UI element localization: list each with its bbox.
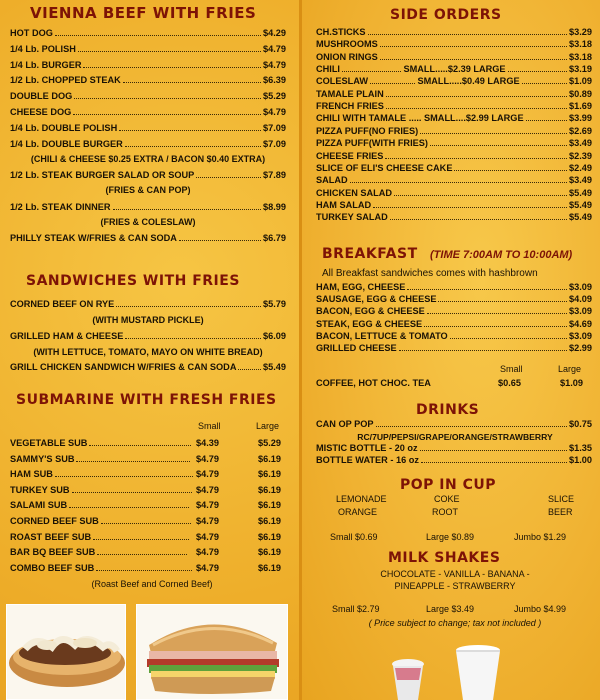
item-large-price: $6.19 [258,500,281,511]
item-name: 1/2 Lb. STEAK BURGER SALAD OR SOUP [10,170,195,180]
sandwiches-title: SANDWICHES WITH FRIES [26,273,240,289]
item-size-price: SMALL.....$0.49 LARGE [417,76,520,87]
shake-jumbo-price: Jumbo $4.99 [514,604,567,614]
item-price: $4.79 [263,43,286,54]
item-large-price: $6.19 [258,531,281,542]
breakfast-small-header: Small [500,364,523,374]
item-name: ROAST BEEF SUB [10,531,92,542]
breakfast-item [316,318,592,330]
item-price: $3.49 [569,138,592,149]
sub-item [10,437,286,449]
side-item [316,211,592,223]
steak-dinner-note: (FRIES & COLESLAW) [100,217,196,227]
breakfast-subtitle: All Breakfast sandwiches comes with hashbrown [322,268,538,279]
item-name: FRENCH FRIES [316,101,384,112]
item-small-price: $4.79 [196,500,219,511]
side-orders-title: SIDE ORDERS [390,7,502,23]
item-price: $3.18 [569,51,592,62]
item-name: GRILLED HAM & CHEESE [10,331,124,341]
item-name: 1/2 Lb. STEAK DINNER [10,202,111,212]
grilled-ham-note: (WITH LETTUCE, TOMATO, MAYO ON WHITE BREAD) [33,347,263,357]
item-price: $2.39 [569,150,592,161]
item-name: 1/4 Lb. DOUBLE POLISH [10,122,118,133]
item-name: SAUSAGE, EGG & CHEESE [316,294,437,305]
item-price: $6.39 [263,75,286,86]
item-small-price: $4.79 [196,547,219,558]
menu-item [10,90,286,102]
item-name: COMBO BEEF SUB [10,562,95,573]
shake-small-price: Small $2.79 [332,604,380,614]
item-large-price: $6.19 [258,547,281,558]
item-name: DOUBLE DOG [10,91,73,102]
side-item [316,38,592,50]
pop-jumbo-price: Jumbo $1.29 [514,532,567,542]
item-name: SALAD [316,175,348,186]
item-large-price: $6.19 [258,469,281,480]
item-small-price: $4.79 [196,531,219,542]
side-item [316,162,592,174]
item-price: $7.89 [263,170,286,180]
item-price: $3.29 [569,27,592,37]
item-price: $4.29 [263,28,286,38]
sub-item [10,499,286,511]
side-item [316,150,592,162]
item-price: $3.99 [569,113,592,124]
item-name: CHEESE DOG [10,107,72,117]
pop-flavor-orange: ORANGE [338,507,378,517]
item-price: $7.09 [263,122,286,133]
item-price: $5.49 [263,362,286,372]
side-item [316,88,592,100]
item-name: VEGETABLE SUB [10,438,88,448]
item-name: 1/4 Lb. DOUBLE BURGER [10,138,123,149]
breakfast-item [316,293,592,305]
foam-cup-icon [452,644,504,700]
item-name: GRILLED CHEESE [316,343,397,353]
item-price: $2.69 [569,125,592,136]
menu-item [10,106,286,118]
pop-flavor-coke: COKE [434,494,460,504]
sub-item [10,453,286,465]
item-price: $2.49 [569,162,592,173]
hotdog-photo [6,604,126,700]
subs-note: (Roast Beef and Corned Beef) [91,579,213,589]
item-name: COLESLAW [316,76,369,87]
breakfast-large-header: Large [558,364,582,374]
right-column [302,0,600,700]
item-price: $8.99 [263,202,286,212]
item-price: $3.18 [569,39,592,50]
item-price: $3.09 [569,282,592,292]
item-name: PHILLY STEAK W/FRIES & CAN SODA [10,233,177,243]
pop-flavor-lemonade: LEMONADE [336,494,387,504]
sub-sandwich-image [137,605,287,699]
drinks-flavors: RC/7UP/PEPSI/GRAPE/ORANGE/STRAWBERRY [357,432,553,442]
item-price: $5.49 [569,212,592,223]
side-item [316,125,592,137]
breakfast-title: BREAKFAST [322,246,418,262]
side-item [316,63,592,75]
item-name: SALAMI SUB [10,500,68,511]
breakfast-time: (TIME 7:00AM TO 10:00AM) [430,249,573,261]
item-name: 1/4 Lb. POLISH [10,43,76,54]
subs-small-header: Small [198,421,221,431]
item-price: $4.09 [569,294,592,305]
side-item [316,187,592,199]
item-price: $6.79 [263,233,286,243]
item-size-price: SMALL.....$2.39 LARGE [403,64,506,75]
item-name: SLICE OF ELI'S CHEESE CAKE [316,162,453,173]
item-large-price: $6.19 [258,562,281,573]
sub-item [10,484,286,496]
menu-item [10,122,286,134]
menu-item [10,232,286,244]
breakfast-item [316,281,592,293]
item-name: CHEESE FRIES [316,150,384,161]
item-price: $5.79 [263,299,286,309]
menu-item [10,74,286,86]
breakfast-item [316,305,592,317]
sub-item [10,515,286,527]
menu-item [10,59,286,71]
item-name: ONION RINGS [316,51,378,62]
vienna-title: VIENNA BEEF WITH FRIES [30,4,257,22]
item-price: $5.29 [263,91,286,102]
menu-item [10,361,286,373]
side-item [316,112,592,124]
shake-cup-icon [388,658,428,700]
item-name: HOT DOG [10,28,53,38]
pop-flavor-beer: BEER [548,507,573,517]
water-row: BOTTLE WATER - 16 oz $1.00 [316,455,592,465]
subs-title: SUBMARINE WITH FRESH FRIES [16,392,277,408]
sub-item [10,531,286,543]
coffee-row: COFFEE, HOT CHOC. TEA $0.65 $1.09 [316,378,583,388]
sub-item [10,468,286,480]
item-price: $7.09 [263,138,286,149]
sub-item [10,562,286,574]
menu-item [10,138,286,150]
milk-shakes-title: MILK SHAKES [388,550,501,566]
item-name: GRILL CHICKEN SANDWICH W/FRIES & CAN SODA [10,362,237,372]
item-price: $0.89 [569,88,592,99]
item-price: $5.49 [569,199,592,210]
item-price: $1.69 [569,101,592,112]
item-name: HAM SUB [10,469,53,480]
item-name: CH.STICKS [316,27,366,37]
item-price: $1.09 [569,76,593,87]
side-item [316,26,592,38]
item-price: $4.79 [263,107,286,117]
menu-item [10,27,286,39]
item-name: TAMALE PLAIN [316,88,384,99]
item-price: $4.69 [569,318,592,329]
menu-item [10,330,286,342]
item-name: HAM SALAD [316,199,372,210]
mistic-row: MISTIC BOTTLE - 20 oz $1.35 [316,443,592,453]
item-large-price: $6.19 [258,453,281,464]
item-name: HAM, EGG, CHEESE [316,282,406,292]
item-name: BACON, LETTUCE & TOMATO [316,330,448,341]
item-name: MUSHROOMS [316,39,378,50]
item-small-price: $4.79 [196,562,219,573]
item-price: $4.79 [263,59,286,70]
item-price: $6.09 [263,331,286,341]
item-price: $2.99 [569,343,592,353]
pop-in-cup-title: POP IN CUP [400,477,496,493]
item-large-price: $6.19 [258,484,281,495]
side-item [316,199,592,211]
hotdog-image [7,605,125,699]
subs-large-header: Large [256,421,280,431]
item-name: PIZZA PUFF(WITH FRIES) [316,138,428,149]
breakfast-item [316,330,592,342]
side-item [316,137,592,149]
item-name: CHILI WITH TAMALE ..... SMALL....$2.99 LARGE [316,113,524,124]
item-name: SAMMY'S SUB [10,453,75,464]
shake-flavors-1: CHOCOLATE - VANILLA - BANANA - [380,569,530,579]
pop-large-price: Large $0.89 [426,532,475,542]
item-small-price: $4.79 [196,516,219,526]
shake-flavors-2: PINEAPPLE - STRAWBERRY [394,581,516,591]
can-pop-row: CAN OP POP $0.75 [316,419,592,429]
item-name: 1/4 Lb. BURGER [10,59,82,70]
item-name: BACON, EGG & CHEESE [316,306,425,317]
item-price: $3.19 [569,64,593,75]
item-small-price: $4.79 [196,469,219,480]
item-small-price: $4.39 [196,438,219,448]
shake-large-price: Large $3.49 [426,604,475,614]
price-disclaimer: ( Price subject to change; tax not included ) [368,618,542,628]
side-item [316,100,592,112]
item-name: CORNED BEEF SUB [10,516,99,526]
item-name: CHILI [316,64,340,75]
corned-beef-note: (WITH MUSTARD PICKLE) [92,315,204,325]
item-name: CORNED BEEF ON RYE [10,299,115,309]
item-large-price: $5.29 [258,438,281,448]
item-name: PIZZA PUFF(NO FRIES) [316,125,419,136]
steak-burger-note: (FRIES & CAN POP) [105,185,191,195]
item-name: TURKEY SUB [10,484,70,495]
item-price: $3.09 [569,330,592,341]
pop-small-price: Small $0.69 [330,532,378,542]
item-price: $3.49 [569,175,592,186]
item-price: $3.09 [569,306,592,317]
item-small-price: $4.79 [196,453,219,464]
item-name: TURKEY SALAD [316,212,388,223]
item-large-price: $6.19 [258,516,281,526]
item-name: BAR BQ BEEF SUB [10,547,96,558]
item-name: CHICKEN SALAD [316,187,393,198]
item-name: 1/2 Lb. CHOPPED STEAK [10,75,121,86]
menu-item [10,43,286,55]
drinks-title: DRINKS [416,402,480,418]
menu-item [10,298,286,310]
side-item [316,174,592,186]
menu-item [10,169,286,181]
side-item [316,51,592,63]
pop-flavor-slice: SLICE [548,494,575,504]
vienna-extra-note: (CHILI & CHEESE $0.25 EXTRA / BACON $0.40 EXTRA) [30,154,266,164]
side-item [316,75,592,87]
breakfast-item [316,342,592,354]
pop-flavor-root: ROOT [432,507,458,517]
sub-item [10,546,286,558]
menu-item [10,201,286,213]
item-name: STEAK, EGG & CHEESE [316,318,423,329]
item-price: $5.49 [569,187,592,198]
sub-sandwich-photo [136,604,288,700]
item-small-price: $4.79 [196,484,219,495]
